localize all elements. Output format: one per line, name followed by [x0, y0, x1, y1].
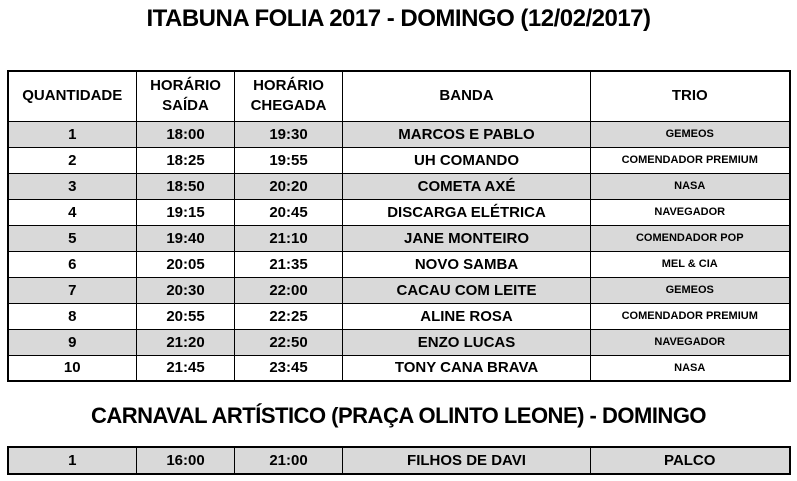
table-row	[8, 303, 790, 329]
cell-banda: FILHOS DE DAVI	[343, 447, 591, 474]
column-header-quantidade	[8, 71, 137, 121]
cell-horario-chegada: 22:25	[235, 303, 343, 329]
cell-banda: TONY CANA BRAVA	[343, 355, 591, 381]
cell-trio: COMENDADOR POP	[591, 225, 790, 251]
main-schedule-table	[7, 70, 791, 382]
cell-banda: UH COMANDO	[343, 147, 591, 173]
header-line: HORÁRIO	[253, 77, 324, 94]
cell-horario-saida: 19:15	[137, 199, 235, 225]
cell-horario-saida: 20:55	[137, 303, 235, 329]
cell-horario-saida: 21:45	[137, 355, 235, 381]
cell-banda: NOVO SAMBA	[343, 251, 591, 277]
cell-banda: MARCOS E PABLO	[343, 121, 591, 147]
cell-horario-chegada: 19:30	[235, 121, 343, 147]
cell-horario-saida: 19:40	[137, 225, 235, 251]
cell-banda: CACAU COM LEITE	[343, 277, 591, 303]
cell-quantidade: 4	[8, 199, 137, 225]
cell-trio: NAVEGADOR	[591, 329, 790, 355]
cell-horario-chegada: 19:55	[235, 147, 343, 173]
cell-horario-chegada: 20:45	[235, 199, 343, 225]
cell-horario-saida: 16:00	[137, 447, 235, 474]
cell-banda: JANE MONTEIRO	[343, 225, 591, 251]
cell-trio: NAVEGADOR	[591, 199, 790, 225]
cell-quantidade: 10	[8, 355, 137, 381]
cell-trio: COMENDADOR PREMIUM	[591, 303, 790, 329]
column-header-horario-chegada	[235, 71, 343, 121]
table-row	[8, 251, 790, 277]
cell-horario-saida: 21:20	[137, 329, 235, 355]
cell-quantidade: 3	[8, 173, 137, 199]
cell-trio: GEMEOS	[591, 121, 790, 147]
cell-horario-saida: 18:00	[137, 121, 235, 147]
table-row	[8, 447, 790, 474]
table-row	[8, 329, 790, 355]
cell-horario-chegada: 21:00	[235, 447, 343, 474]
stage-schedule-table	[7, 446, 791, 475]
table-row	[8, 173, 790, 199]
column-header-trio	[591, 71, 790, 121]
cell-quantidade: 2	[8, 147, 137, 173]
cell-horario-chegada: 21:10	[235, 225, 343, 251]
column-header-horario-saida	[137, 71, 235, 121]
header-line: CHEGADA	[250, 97, 327, 115]
header-line: BANDA	[439, 87, 494, 105]
cell-quantidade: 5	[8, 225, 137, 251]
cell-trio: MEL & CIA	[591, 251, 790, 277]
table-row	[8, 355, 790, 381]
header-row	[8, 71, 790, 121]
table-row	[8, 121, 790, 147]
cell-quantidade: 1	[8, 121, 137, 147]
cell-trio: GEMEOS	[591, 277, 790, 303]
section-title-carnaval-artistico: CARNAVAL ARTÍSTICO (PRAÇA OLINTO LEONE) - DOMINGO	[90, 403, 707, 428]
page-title: ITABUNA FOLIA 2017 - DOMINGO (12/02/2017)	[146, 5, 651, 32]
table-row	[8, 199, 790, 225]
cell-horario-chegada: 23:45	[235, 355, 343, 381]
cell-trio: NASA	[591, 355, 790, 381]
cell-horario-saida: 18:25	[137, 147, 235, 173]
cell-horario-chegada: 21:35	[235, 251, 343, 277]
cell-trio: NASA	[591, 173, 790, 199]
cell-quantidade: 9	[8, 329, 137, 355]
table-row	[8, 147, 790, 173]
cell-trio: COMENDADOR PREMIUM	[591, 147, 790, 173]
column-header-banda	[343, 71, 591, 121]
cell-horario-chegada: 22:50	[235, 329, 343, 355]
header-line: TRIO	[671, 87, 708, 105]
cell-trio: PALCO	[591, 447, 790, 474]
table-row	[8, 277, 790, 303]
cell-horario-saida: 20:30	[137, 277, 235, 303]
cell-banda: ENZO LUCAS	[343, 329, 591, 355]
cell-quantidade: 6	[8, 251, 137, 277]
cell-banda: COMETA AXÉ	[343, 173, 591, 199]
table-row	[8, 225, 790, 251]
cell-banda: ALINE ROSA	[343, 303, 591, 329]
header-line: SAÍDA	[162, 97, 209, 115]
cell-horario-chegada: 20:20	[235, 173, 343, 199]
cell-quantidade: 8	[8, 303, 137, 329]
cell-quantidade: 7	[8, 277, 137, 303]
cell-banda: DISCARGA ELÉTRICA	[343, 199, 591, 225]
header-line: HORÁRIO	[150, 77, 221, 94]
cell-horario-saida: 20:05	[137, 251, 235, 277]
header-line: QUANTIDADE	[22, 87, 123, 105]
cell-horario-chegada: 22:00	[235, 277, 343, 303]
cell-horario-saida: 18:50	[137, 173, 235, 199]
cell-quantidade: 1	[8, 447, 137, 474]
